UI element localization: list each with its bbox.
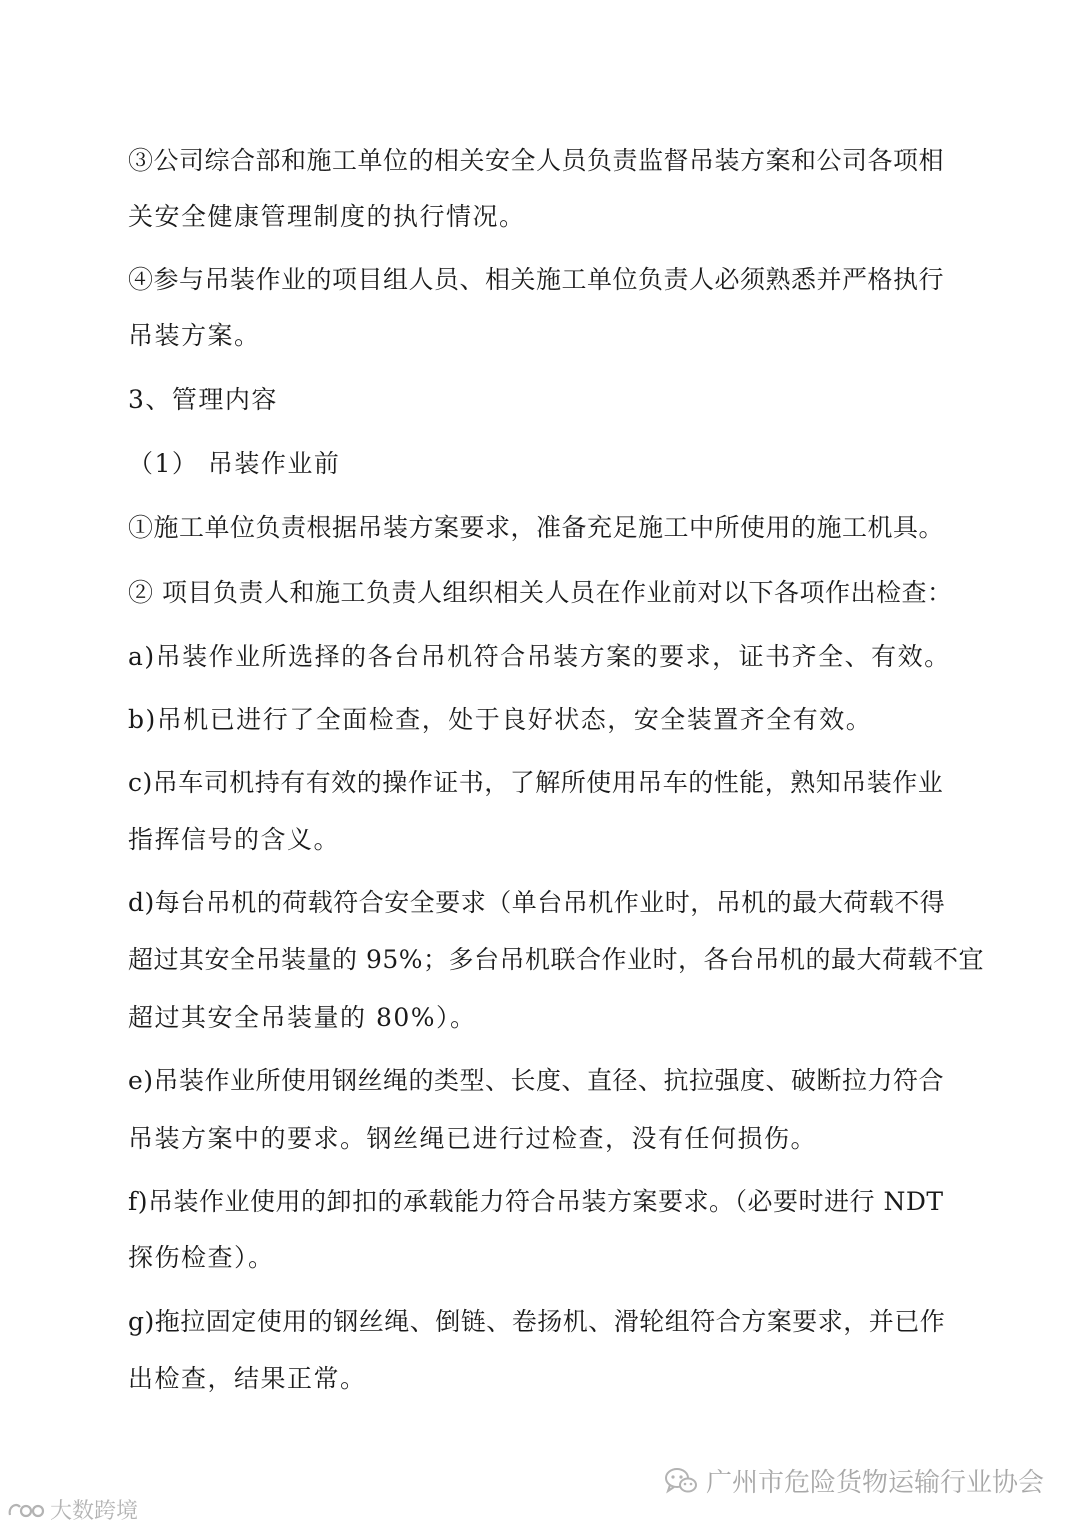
list-item: e)吊装作业所使用钢丝绳的类型、长度、直径、抗拉强度、破断拉力符合	[128, 1066, 945, 1095]
list-item-continuation: 出检查，结果正常。	[128, 1364, 367, 1393]
list-item-continuation: 超过其安全吊装量的 80%）。	[128, 1003, 477, 1032]
paragraph-line: ④参与吊装作业的项目组人员、相关施工单位负责人必须熟悉并严格执行	[128, 265, 945, 294]
list-item: f)吊装作业使用的卸扣的承载能力符合吊装方案要求。（必要时进行 NDT	[128, 1187, 944, 1216]
paragraph-line: 吊装方案。	[128, 321, 261, 350]
site-watermark	[6, 1494, 138, 1525]
paragraph-line: ①施工单位负责根据吊装方案要求，准备充足施工中所使用的施工机具。	[128, 513, 945, 542]
list-item: b)吊机已进行了全面检查，处于良好状态，安全装置齐全有效。	[128, 705, 873, 734]
organization-name: 广州市危险货物运输行业协会	[705, 1468, 1044, 1498]
list-item: d)每台吊机的荷载符合安全要求（单台吊机作业时，吊机的最大荷载不得	[128, 888, 946, 917]
section-heading: 3、管理内容	[128, 385, 278, 414]
paragraph-line: 关安全健康管理制度的执行情况。	[128, 202, 526, 231]
wechat-icon	[664, 1466, 698, 1496]
list-item-continuation: 探伤检查）。	[128, 1243, 275, 1272]
site-name: 大数跨境	[50, 1499, 139, 1524]
list-item-continuation: 吊装方案中的要求。钢丝绳已进行过检查，没有任何损伤。	[128, 1124, 818, 1153]
paragraph-line: ② 项目负责人和施工负责人组织相关人员在作业前对以下各项作出检查：	[128, 578, 953, 607]
list-item: c)吊车司机持有有效的操作证书，了解所使用吊车的性能，熟知吊装作业	[128, 768, 944, 797]
subsection-heading: （1） 吊装作业前	[128, 449, 341, 478]
paragraph-line: ③公司综合部和施工单位的相关安全人员负责监督吊装方案和公司各项相	[128, 146, 945, 175]
list-item: g)拖拉固定使用的钢丝绳、倒链、卷扬机、滑轮组符合方案要求，并已作	[128, 1307, 946, 1336]
list-item: a)吊装作业所选择的各台吊机符合吊装方案的要求，证书齐全、有效。	[128, 642, 951, 671]
list-item-continuation: 指挥信号的含义。	[128, 825, 341, 854]
site-logo-icon	[6, 1499, 46, 1521]
organization-watermark	[664, 1462, 1044, 1499]
list-item-continuation: 超过其安全吊装量的 95%；多台吊机联合作业时，各台吊机的最大荷载不宜	[128, 945, 985, 974]
